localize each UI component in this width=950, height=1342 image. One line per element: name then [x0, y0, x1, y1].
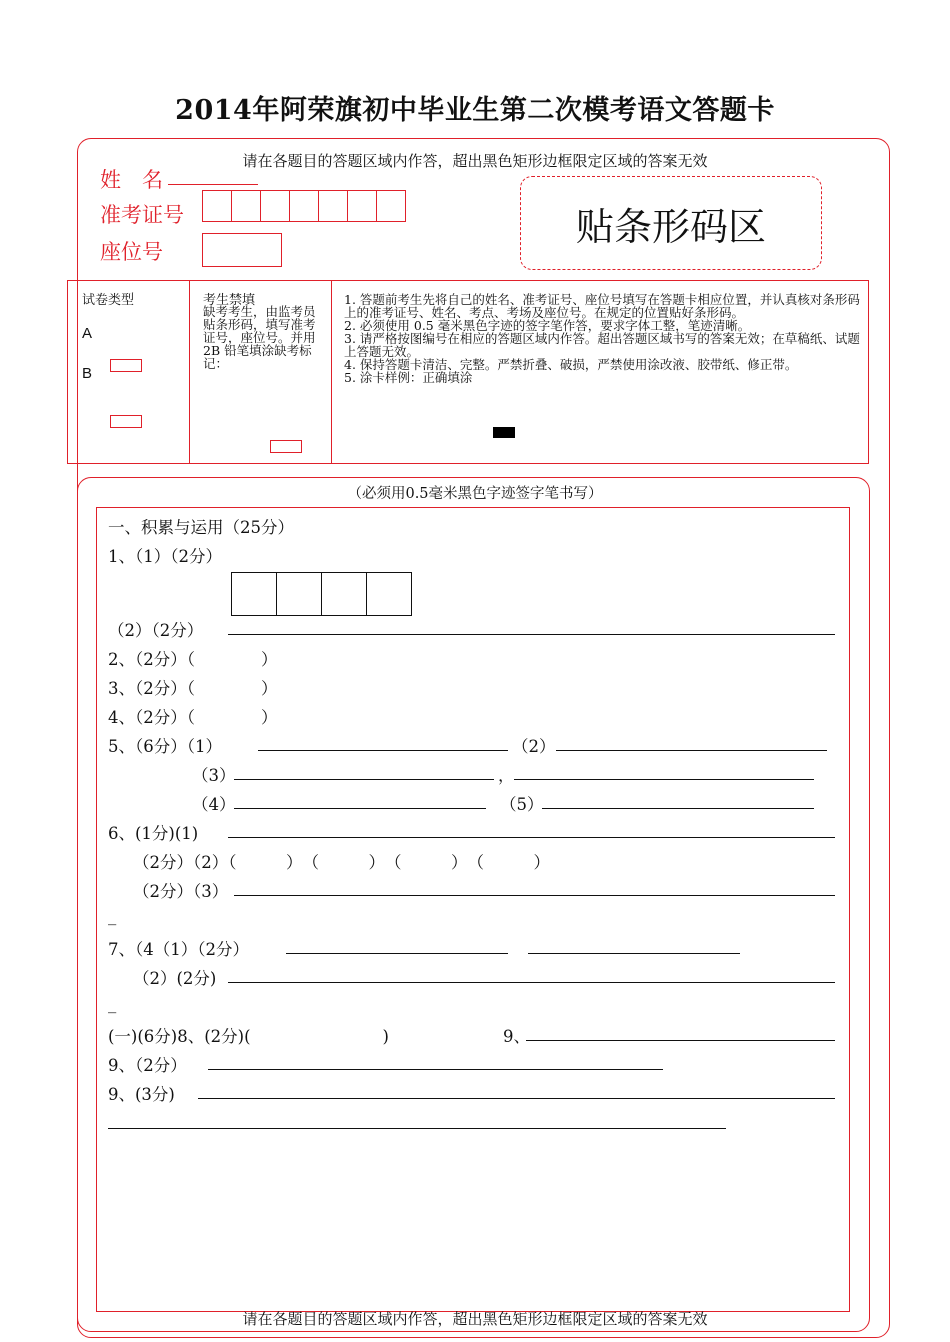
name-label: 姓 名 — [100, 168, 163, 192]
q5-4-label: （4） — [192, 795, 236, 814]
q5-3-answer-line[interactable] — [234, 779, 494, 780]
instruction-4: 4. 保持答题卡清洁、完整。严禁折叠、破损，严禁使用涂改液、胶带纸、修正带。 — [344, 357, 798, 372]
answer-area — [96, 507, 850, 1312]
q8-label: (一)(6分)8、(2分)( ) — [108, 1027, 389, 1046]
q6-1-label: 6、(1分)(1) — [108, 824, 199, 843]
absent-title: 考生禁填 — [203, 293, 256, 308]
q5-2-label: （2） — [512, 737, 556, 756]
q5-1-label: 5、（6分）（1） — [108, 737, 222, 756]
q1-2-answer-line[interactable] — [228, 634, 835, 635]
q6-2-label: （2分）（2）（ ） （ ） （ ） （ ） — [133, 853, 550, 872]
instruction-2: 2. 必须使用 0.5 毫米黑色字迹的签字笔作答，要求字体工整，笔迹清晰。 — [344, 318, 751, 333]
name-field[interactable] — [168, 166, 258, 185]
q4-label: 4、（2分）（ ） — [108, 708, 278, 727]
paper-type-b: B — [82, 365, 93, 382]
q7-2-label: （2）(2分) — [133, 969, 217, 988]
barcode-area: 贴条形码区 — [520, 176, 822, 270]
q6-3-label: （2分）（3） — [133, 882, 229, 901]
q5-comma: ， — [498, 766, 515, 785]
instruction-1: 1. 答题前考生先将自己的姓名、准考证号、座位号填写在答题卡相应位置，并认真核对条形码上的准考证号、姓名、考点、考场及座位号。在规定的位置贴好条形码。 — [344, 292, 860, 320]
q7-2-answer-line[interactable] — [228, 982, 835, 983]
q9b-label: 9、（2分） — [108, 1056, 187, 1075]
q5-4-answer-line[interactable] — [234, 808, 486, 809]
q7-1-label: 7、（4（1）（2分） — [108, 940, 249, 959]
q6-3-answer-line[interactable] — [234, 895, 835, 896]
bottom-notice: 请在各题目的答题区域内作答，超出黑色矩形边框限定区域的答案无效 — [242, 1310, 708, 1328]
q9c-label: 9、(3分) — [108, 1085, 175, 1104]
seat-field[interactable] — [202, 233, 282, 267]
q6-3-dash: _ — [108, 906, 117, 925]
q5-5-answer-line[interactable] — [542, 808, 814, 809]
paper-type-label: 试卷类型 — [82, 293, 135, 308]
paper-type-b-bubble[interactable] — [110, 415, 142, 428]
instruction-3: 3. 请严格按图编号在相应的答题区域内作答。超出答题区域书写的答案无效；在草稿纸、试题上答题无效。 — [344, 331, 860, 359]
q7-1-answer-line[interactable] — [286, 953, 508, 954]
paper-type-a-bubble[interactable] — [110, 359, 142, 372]
exam-id-label: 准考证号 — [100, 203, 184, 227]
q2-label: 2、（2分）（ ） — [108, 650, 278, 669]
q5-5-label: （5） — [500, 795, 544, 814]
q9b-answer-line[interactable] — [208, 1069, 663, 1070]
q9c-answer-line-2[interactable] — [108, 1128, 726, 1129]
q5-3b-answer-line[interactable] — [514, 779, 814, 780]
paper-type-a: A — [82, 325, 93, 342]
page-title: 2014年阿荣旗初中毕业生第二次模考语文答题卡 — [175, 95, 775, 126]
q7-1b-answer-line[interactable] — [528, 953, 740, 954]
info-box — [67, 280, 869, 464]
top-notice: 请在各题目的答题区域内作答，超出黑色矩形边框限定区域的答案无效 — [242, 152, 708, 170]
q9a-answer-line[interactable] — [526, 1040, 835, 1041]
q1-2-label: （2）（2分） — [108, 621, 204, 640]
q5-1-answer-line[interactable] — [258, 750, 508, 751]
absent-text: 缺考考生，由监考员贴条形码，填写准考证号，座位号。并用 2B 铅笔填涂缺考标记： — [203, 304, 316, 371]
seat-label: 座位号 — [100, 240, 163, 264]
q5-2-answer-line[interactable] — [556, 750, 827, 751]
section-heading: 一、积累与运用（25分） — [108, 518, 294, 537]
instruction-5: 5. 涂卡样例：正确填涂 — [344, 370, 473, 385]
q5-3-label: （3） — [192, 766, 236, 785]
q3-label: 3、（2分）（ ） — [108, 679, 278, 698]
pen-note: （必须用0.5毫米黑色字迹签字笔书写） — [347, 486, 603, 502]
q9c-answer-line[interactable] — [198, 1098, 835, 1099]
q9a-label: 9、 — [503, 1027, 530, 1046]
q1-1-label: 1、（1）（2分） — [108, 547, 222, 566]
q7-2-dash: _ — [108, 994, 117, 1013]
q1-1-boxes[interactable] — [231, 572, 412, 616]
absent-bubble[interactable] — [270, 440, 302, 453]
filled-bubble-sample — [493, 427, 515, 438]
exam-id-field[interactable] — [202, 190, 406, 222]
q6-1-answer-line[interactable] — [228, 837, 835, 838]
